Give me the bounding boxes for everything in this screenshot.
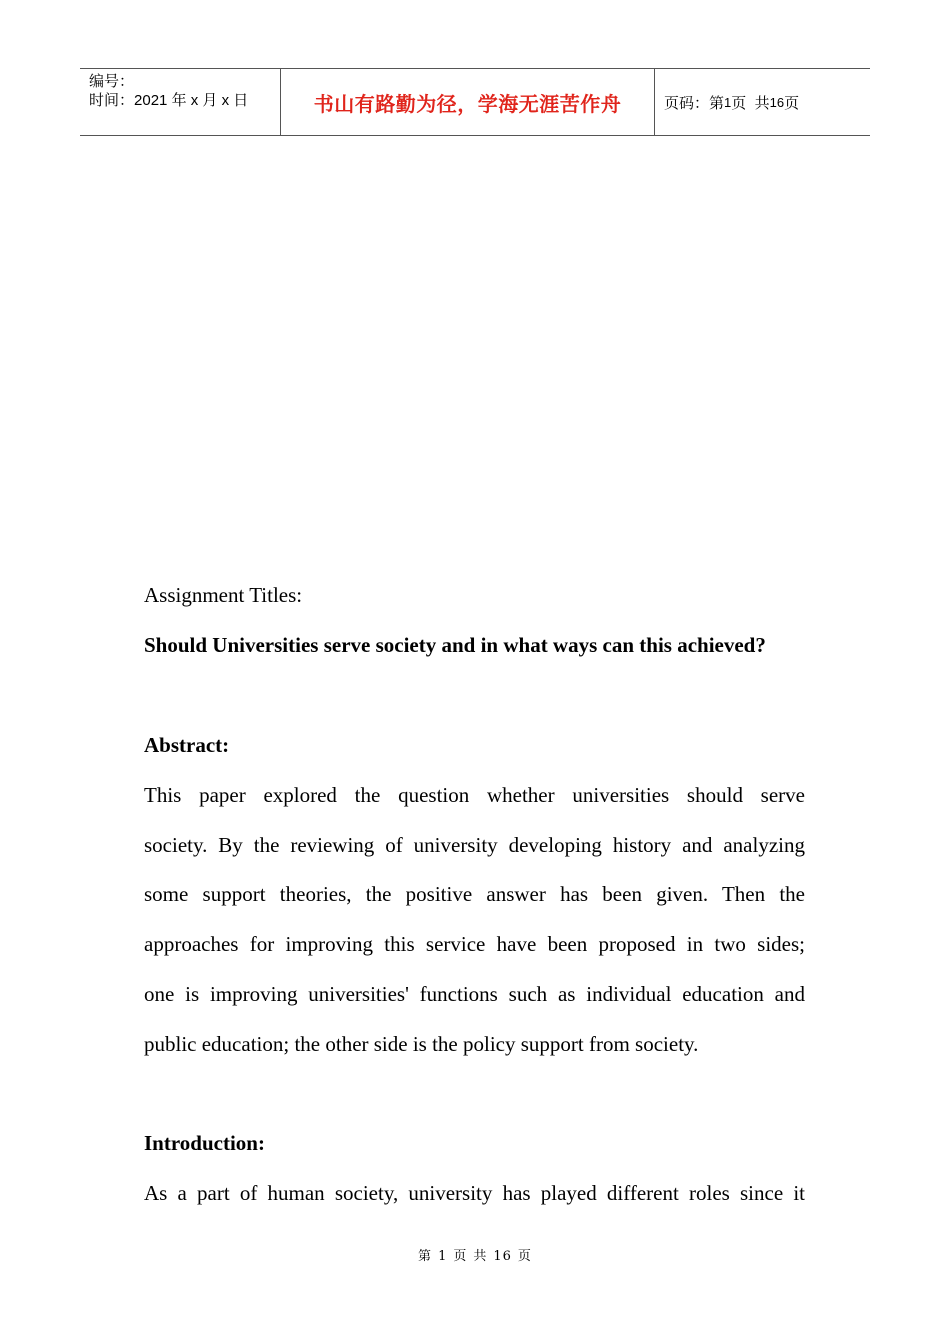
abstract-heading: Abstract: [144, 733, 230, 757]
page-total-label: 共 [754, 94, 770, 112]
footer-page-unit: 页 [453, 1249, 468, 1264]
abstract-line: society. By the reviewing of university developing history and analyzing [144, 833, 805, 857]
abstract-line: public education; the other side is the policy support from society. [144, 1032, 699, 1056]
footer-total-label: 共 [473, 1249, 488, 1264]
page-label: 页码：第 [664, 94, 725, 112]
footer-current-page: 1 [438, 1249, 448, 1264]
header-page-cell [655, 69, 870, 135]
date-label: 时间： [89, 92, 135, 109]
document-title: Should Universities serve society and in what ways can this achieved? [144, 633, 766, 657]
assignment-label: Assignment Titles: [144, 583, 303, 607]
header-meta-cell [80, 69, 281, 135]
page-current: 1 [724, 94, 732, 110]
header-motto-cell [281, 69, 655, 135]
document-number [89, 72, 280, 91]
document-date [89, 91, 280, 110]
date-day: x [221, 92, 230, 109]
abstract-line: This paper explored the question whether universities should serve [144, 783, 805, 807]
date-month: x [190, 92, 199, 109]
introduction-line: As a part of human society, university has played different roles since it [144, 1181, 805, 1205]
introduction-heading: Introduction: [144, 1131, 265, 1155]
footer-total-unit: 页 [517, 1249, 532, 1264]
number-label: 编号： [89, 73, 135, 90]
page-footer [0, 1245, 950, 1264]
abstract-line: one is improving universities' functions such as individual education and [144, 982, 805, 1006]
footer-total-pages: 16 [493, 1249, 512, 1264]
page-header [80, 68, 870, 136]
page-total: 16 [769, 94, 785, 110]
date-day-unit: 日 [233, 92, 249, 109]
page-total-unit: 页 [784, 94, 800, 112]
footer-prefix: 第 [418, 1249, 433, 1264]
date-year: 2021 [134, 92, 168, 109]
abstract-line: approaches for improving this service have been proposed in two sides; [144, 932, 805, 956]
abstract-line: some support theories, the positive answer has been given. Then the [144, 882, 805, 906]
motto-text: 书山有路勤为径，学海无涯苦作舟 [313, 91, 622, 116]
date-month-unit: 月 [202, 92, 218, 109]
page-unit: 页 [731, 94, 747, 112]
date-year-unit: 年 [171, 92, 187, 109]
